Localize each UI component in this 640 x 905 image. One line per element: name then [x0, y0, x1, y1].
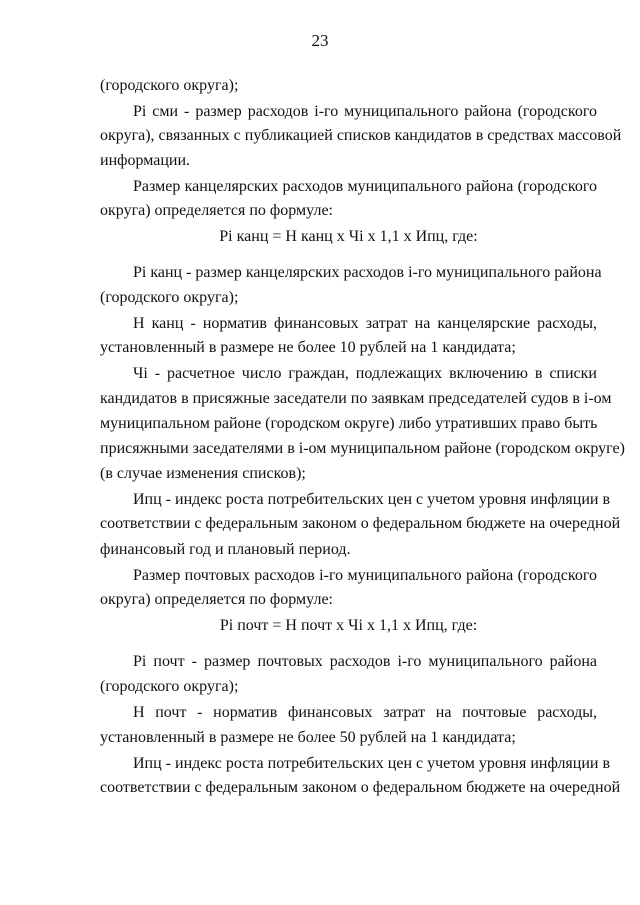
text-line: кандидатов в присяжные заседатели по заявкам председателей судов в i-ом	[100, 390, 612, 407]
page-number: 23	[311, 31, 329, 50]
text-line: округа) определяется по формуле:	[100, 202, 333, 219]
text-line: Ипц - индекс роста потребительских цен с учетом уровня инфляции в	[133, 755, 611, 772]
formula: Pi канц = Н канц х Чi х 1,1 х Ипц, где:	[219, 228, 478, 245]
text-line: муниципальном районе (городском округе) либо утративших право быть	[100, 415, 598, 432]
text-line: соответствии с федеральным законом о федеральном бюджете на очередной	[100, 515, 621, 532]
text-line: Pi канц - размер канцелярских расходов i-го муниципального района	[133, 264, 602, 281]
text-line: информации.	[100, 152, 191, 169]
text-line: Н канц - норматив финансовых затрат на канцелярские расходы,	[133, 315, 597, 332]
text-line: Размер почтовых расходов i-го муниципального района (городского	[133, 567, 597, 584]
formula: Pi почт = Н почт х Чi х 1,1 х Ипц, где:	[219, 617, 478, 634]
text-line: Pi сми - размер расходов i-го муниципального района (городского	[133, 103, 597, 120]
text-line: (городского округа);	[100, 77, 239, 94]
text-line: округа) определяется по формуле:	[100, 591, 333, 608]
text-line: Размер канцелярских расходов муниципального района (городского	[133, 178, 597, 195]
text-line: установленный в размере не более 50 рублей на 1 кандидата;	[100, 729, 516, 746]
text-line: Pi почт - размер почтовых расходов i-го муниципального района	[133, 653, 597, 670]
text-line: финансовый год и плановый период.	[100, 541, 351, 558]
text-line: (в случае изменения списков);	[100, 465, 306, 482]
text-line: Ипц - индекс роста потребительских цен с учетом уровня инфляции в	[133, 491, 611, 508]
text-line: соответствии с федеральным законом о федеральном бюджете на очередной	[100, 779, 621, 796]
text-line: (городского округа);	[100, 678, 239, 695]
text-line: Н почт - норматив финансовых затрат на почтовые расходы,	[133, 704, 597, 721]
text-line: присяжными заседателями в i-ом муниципальном районе (городском округе)	[100, 440, 625, 457]
text-line: Чi - расчетное число граждан, подлежащих включению в списки	[133, 365, 597, 382]
text-line: установленный в размере не более 10 рублей на 1 кандидата;	[100, 339, 516, 356]
text-line: (городского округа);	[100, 289, 239, 306]
text-line: округа), связанных с публикацией списков кандидатов в средствах массовой	[100, 127, 622, 144]
